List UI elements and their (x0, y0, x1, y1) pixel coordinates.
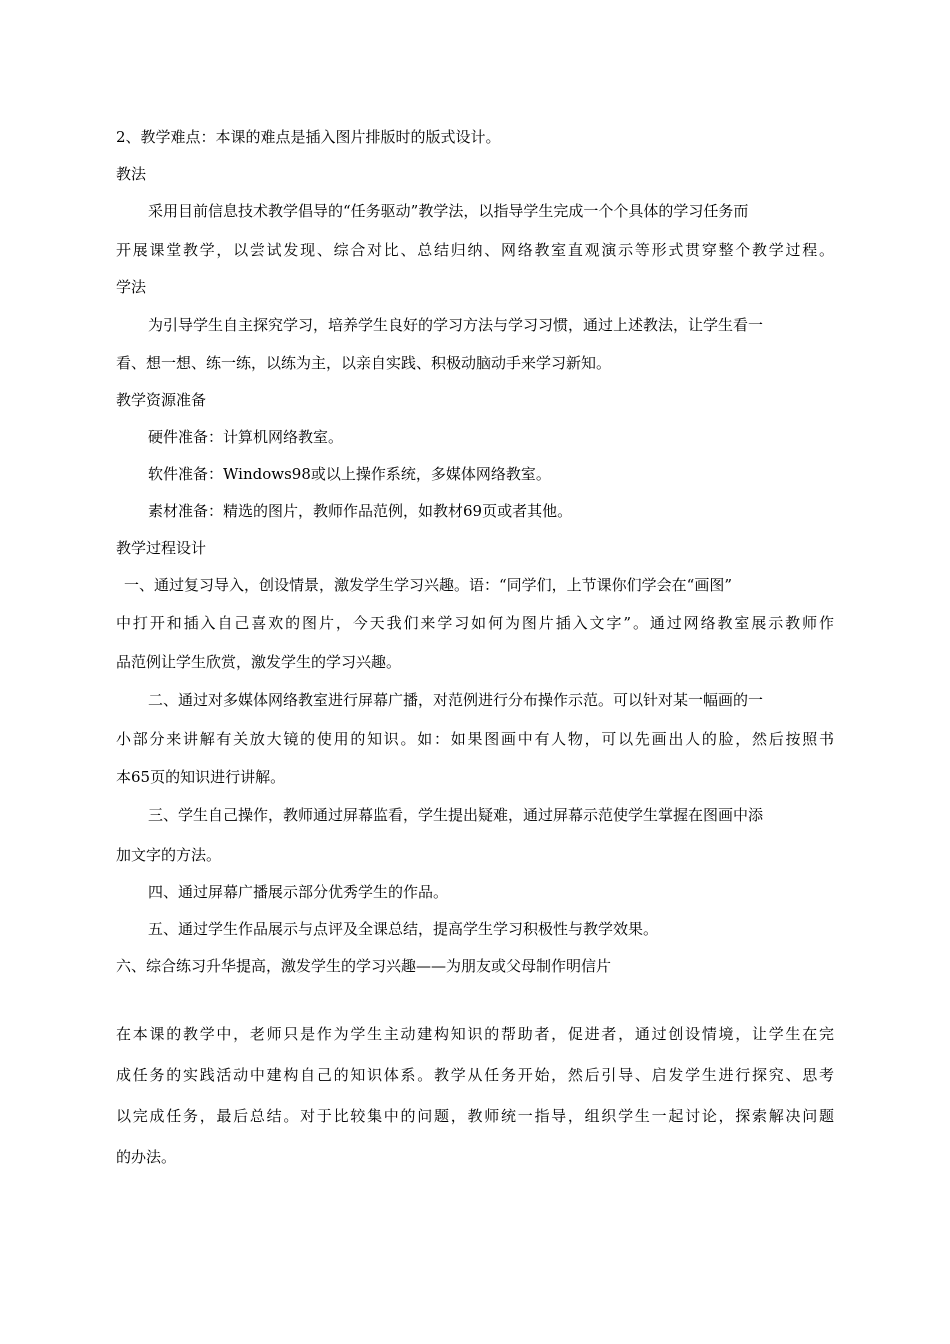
reflection-line: 成任务的实践活动中建构自己的知识体系。教学从任务开始，然后引导、启发学生进行探究、思考 (116, 1066, 834, 1084)
learning-method-heading: 学法 (116, 278, 147, 296)
step3-line: 加文字的方法。 (116, 846, 222, 864)
step1-line: 品范例让学生欣赏，激发学生的学习兴趣。 (116, 653, 402, 671)
step1-line: 一、通过复习导入，创设情景，激发学生学习兴趣。语：“同学们，上节课你们学会在“画图” (124, 576, 733, 594)
resources-heading: 教学资源准备 (116, 391, 207, 409)
process-heading: 教学过程设计 (116, 539, 207, 557)
step3-line: 三、学生自己操作，教师通过屏幕监看，学生提出疑难，通过屏幕示范使学生掌握在图画中添 (148, 806, 764, 824)
step5-line: 五、通过学生作品展示与点评及全课总结，提高学生学习积极性与教学效果。 (148, 920, 659, 938)
reflection-line: 在本课的教学中，老师只是作为学生主动建构知识的帮助者，促进者，通过创设情境，让学生在完 (116, 1025, 834, 1043)
reflection-line: 的办法。 (116, 1148, 177, 1166)
step2-line: 小部分来讲解有关放大镜的使用的知识。如：如果图画中有人物，可以先画出人的脸，然后按照书 (116, 730, 834, 748)
step1-line: 中打开和插入自己喜欢的图片，今天我们来学习如何为图片插入文字”。通过网络教室展示教师作 (116, 614, 834, 632)
software-line: 软件准备：Windows98或以上操作系统，多媒体网络教室。 (148, 465, 551, 483)
step6-line: 六、综合练习升华提高，激发学生的学习兴趣——为朋友或父母制作明信片 (116, 957, 612, 975)
hardware-line: 硬件准备：计算机网络教室。 (148, 428, 344, 446)
reflection-line: 以完成任务，最后总结。对于比较集中的问题，教师统一指导，组织学生一起讨论，探索解决问题 (116, 1107, 834, 1125)
materials-line: 素材准备：精选的图片，教师作品范例，如教材69页或者其他。 (148, 502, 573, 520)
step2-line: 本65页的知识进行讲解。 (116, 768, 286, 786)
step2-line: 二、通过对多媒体网络教室进行屏幕广播，对范例进行分布操作示范。可以针对某一幅画的一 (148, 691, 764, 709)
teaching-method-line: 开展课堂教学，以尝试发现、综合对比、总结归纳、网络教室直观演示等形式贯穿整个教学过程。 (116, 241, 834, 259)
step4-line: 四、通过屏幕广播展示部分优秀学生的作品。 (148, 883, 449, 901)
learning-method-line: 为引导学生自主探究学习，培养学生良好的学习方法与学习习惯，通过上述教法，让学生看一 (148, 316, 764, 334)
teaching-method-line: 采用目前信息技术教学倡导的“任务驱动”教学法，以指导学生完成一个个具体的学习任务而 (148, 202, 749, 220)
teaching-method-heading: 教法 (116, 165, 147, 183)
learning-method-line: 看、想一想、练一练，以练为主，以亲自实践、积极动脑动手来学习新知。 (116, 354, 612, 372)
difficulty-line: 2、教学难点：本课的难点是插入图片排版时的版式设计。 (116, 128, 501, 146)
